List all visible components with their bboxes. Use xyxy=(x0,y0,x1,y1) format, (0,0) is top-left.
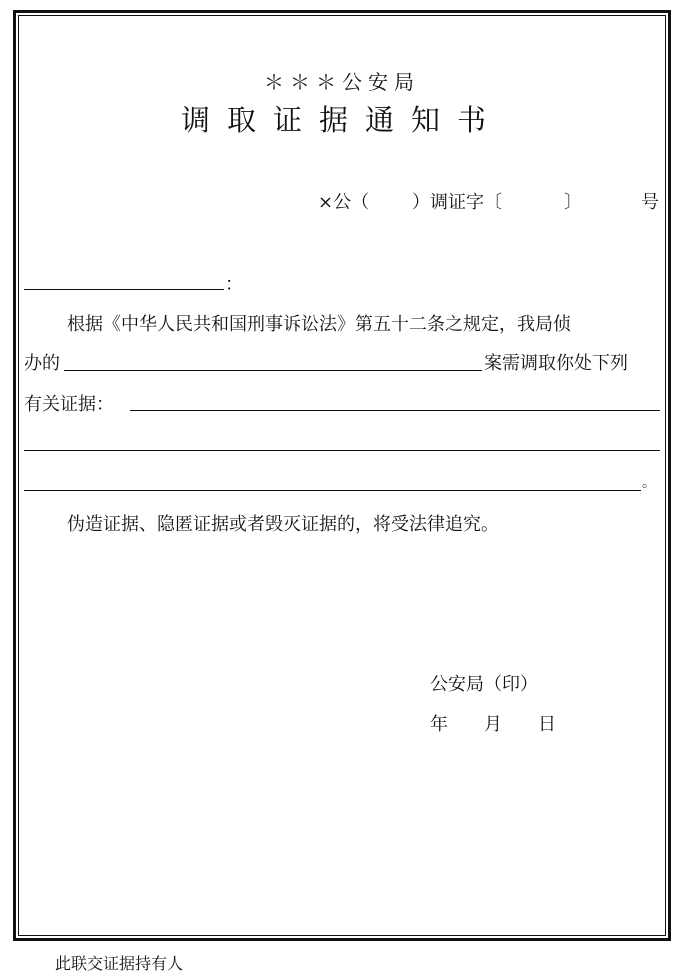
body-paragraph-prefix: 办的 xyxy=(24,353,60,374)
date-day-label: 日 xyxy=(538,714,556,735)
evidence-blank-line-1 xyxy=(130,410,660,411)
body-paragraph-after-blank: 案需调取你处下列 xyxy=(484,353,628,374)
body-paragraph-line-3: 有关证据： xyxy=(24,394,114,415)
doc-number-mid: ）调证字〔 xyxy=(412,192,502,213)
date-year-label: 年 xyxy=(430,714,448,735)
evidence-end-mark: 。 xyxy=(642,475,656,491)
date-month-label: 月 xyxy=(484,714,502,735)
body-paragraph-line-1: 根据《中华人民共和国刑事诉讼法》第五十二条之规定，我局侦 xyxy=(67,314,571,335)
addressee-colon: ： xyxy=(225,274,243,295)
evidence-blank-line-3 xyxy=(24,490,641,491)
document-inner-border xyxy=(18,15,666,936)
doc-number-prefix: ×公（ xyxy=(318,192,370,213)
warning-paragraph: 伪造证据、隐匿证据或者毁灭证据的，将受法律追究。 xyxy=(67,514,499,535)
footer-note: 此联交证据持有人 xyxy=(55,954,184,973)
case-name-blank-line xyxy=(64,370,482,371)
document-title: 调取证据通知书 xyxy=(180,103,503,137)
issuing-organization: ＊＊＊公安局 xyxy=(264,70,420,94)
evidence-blank-line-2 xyxy=(24,450,660,451)
signature-org-seal: 公安局（印） xyxy=(430,674,538,695)
doc-number-suffix: 号 xyxy=(641,192,659,213)
addressee-blank-line xyxy=(24,289,224,290)
doc-number-close-bracket: 〕 xyxy=(564,192,582,213)
